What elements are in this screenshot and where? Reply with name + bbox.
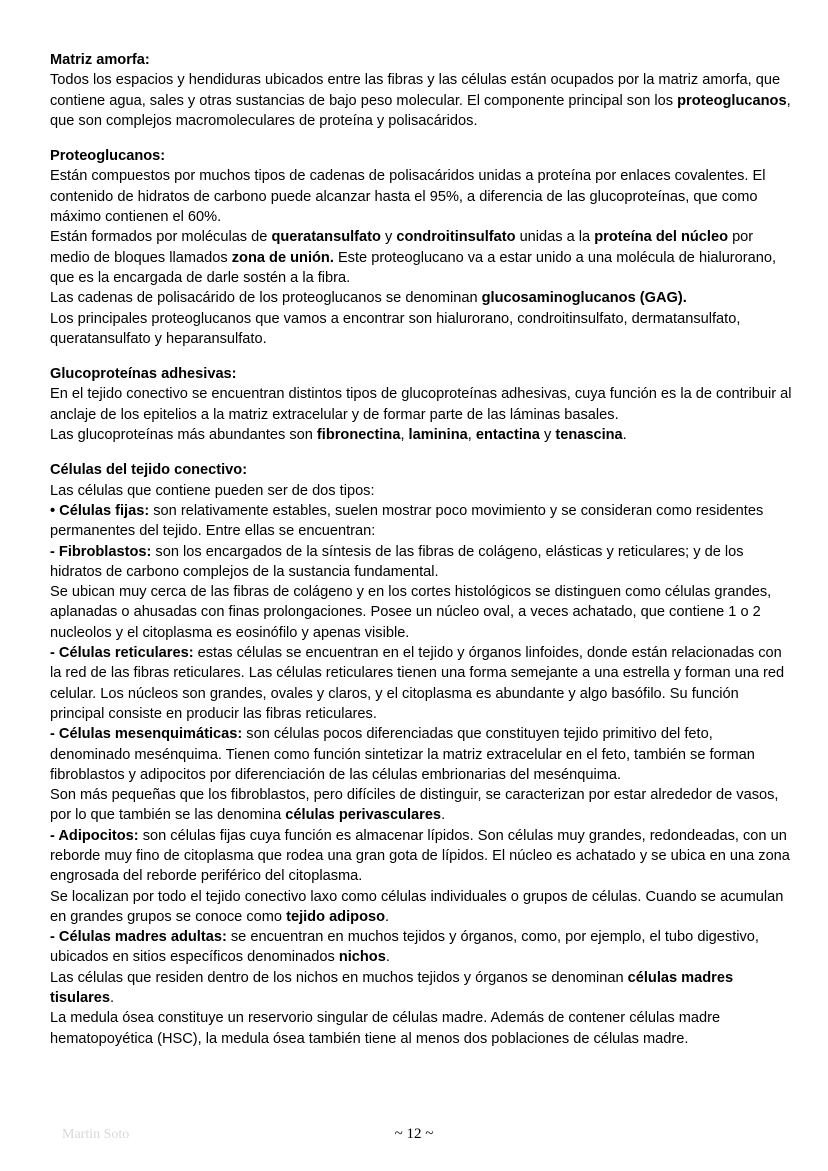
text-run: Las células que contiene pueden ser de dos tipos: (50, 482, 375, 499)
section (50, 50, 792, 131)
bold-term: nichos (338, 949, 386, 966)
paragraph (50, 481, 792, 501)
text-run: Las células que residen dentro de los nichos en muchos tejidos y órganos se denominan (50, 969, 628, 986)
bold-term: - Células madres adultas: (50, 929, 227, 946)
section-heading: Proteoglucanos: (50, 148, 166, 165)
bold-term: zona de unión. (231, 249, 334, 266)
text-run: Las glucoproteínas más abundantes son (50, 427, 317, 444)
paragraph (50, 826, 792, 887)
text-run: Este proteoglucano va a estar unido a una molécula de hialurorano, que es la encargada de darle sostén a la fibra. (50, 249, 777, 286)
bold-term: • Células fijas: (50, 502, 150, 519)
text-run: . (385, 949, 390, 966)
text-run: son los encargados de la síntesis de las fibras de colágeno, elásticas y reticulares; y de los hidratos de carbono complejos de la sustancia fundamental. (50, 543, 744, 580)
paragraph (50, 1008, 792, 1049)
text-run: . (385, 908, 390, 925)
text-run: unidas a la (515, 229, 595, 246)
text-run: Las cadenas de polisacárido de los proteoglucanos se denominan (50, 290, 482, 307)
paragraph (50, 927, 792, 968)
text-run: son células pocos diferenciadas que constituyen tejido primitivo del feto, denominado mesénquima. Tienen como función sintetizar la matriz extracelular en el feto, también se forman fibroblastos y adipocitos por diferenciación de las células embrionarias del mesénquima. (50, 726, 755, 783)
document-body (50, 50, 792, 1064)
text-run: En el tejido conectivo se encuentran distintos tipos de glucoproteínas adhesivas, cuya función es la de contribuir al anclaje de los epitelios a la matriz extracelular y de formar parte de las láminas basales. (50, 386, 792, 423)
bold-term: tenascina (555, 427, 623, 444)
text-run: . (110, 990, 115, 1007)
bold-term: queratansulfato (271, 229, 381, 246)
text-run: Todos los espacios y hendiduras ubicados entre las fibras y las células están ocupados por la matriz amorfa, que contiene agua, sales y otras sustancias de bajo peso molecular. El componente principal son los (50, 72, 781, 109)
bold-term: proteína del núcleo (594, 229, 729, 246)
section (50, 460, 792, 1049)
paragraph (50, 309, 792, 350)
paragraph (50, 288, 792, 308)
bold-term: células madres tisulares (50, 969, 734, 1007)
text-run: estas células se encuentran en el tejido y órganos linfoides, donde están relacionadas con la red de las fibras reticulares. Las células reticulares tienen una forma semejante a una estrella y forman una red celular. Los núcleos son grandes, ovales y claros, y el citoplasma es abundante y algo basófilo. Su función principal consiste en producir las fibras reticulares. (50, 645, 785, 722)
paragraph (50, 542, 792, 583)
bold-term: células perivasculares (285, 807, 442, 824)
section (50, 146, 792, 349)
text-run: , que son complejos macromoleculares de proteína y polisacáridos. (50, 92, 791, 129)
section-heading: Matriz amorfa: (50, 52, 150, 68)
text-run: , (467, 427, 476, 444)
text-run: Los principales proteoglucanos que vamos a encontrar son hialurorano, condroitinsulfato, dermatansulfato, queratansulfato y heparansulfato. (50, 310, 741, 347)
paragraph (50, 501, 792, 542)
text-run: se encuentran en muchos tejidos y órganos, como, por ejemplo, el tubo digestivo, ubicados en sitios específicos denominados (50, 929, 759, 966)
bold-term: fibronectina (316, 427, 401, 444)
bold-term: proteoglucanos (677, 92, 787, 109)
text-run: , (400, 427, 409, 444)
text-run: . (622, 427, 627, 444)
bold-term: condroitinsulfato (396, 229, 516, 246)
paragraph (50, 425, 792, 445)
text-run: son células fijas cuya función es almacenar lípidos. Son células muy grandes, redondeadas, con un reborde muy fino de citoplasma que rodea una gran gota de lípidos. El núcleo es achatado y se ubica en una zona engrosada del reborde periférico del citoplasma. (50, 827, 790, 885)
text-run: Se ubican muy cerca de las fibras de colágeno y en los cortes histológicos se distinguen como células grandes, aplanadas o ahusadas con finas prolongaciones. Posee un núcleo oval, a veces achatado, que contiene 1 o 2 nucleolos y el citoplasma es eosinófilo y apenas visible. (50, 584, 772, 641)
section (50, 364, 792, 445)
text-run: Se localizan por todo el tejido conectivo laxo como células individuales o grupos de células. Cuando se acumulan en grandes grupos se conoce como (50, 888, 784, 925)
text-run: La medula ósea constituye un reservorio singular de células madre. Además de contener células madre hematopoyética (HSC), la medula ósea también tiene al menos dos poblaciones de células madre. (50, 1010, 721, 1047)
footer-author: Martin Soto (62, 1127, 130, 1142)
bold-term: laminina (408, 427, 468, 444)
paragraph (50, 643, 792, 724)
text-run: y (380, 229, 397, 246)
paragraph (50, 227, 792, 288)
paragraph (50, 582, 792, 643)
bold-term: - Células mesenquimáticas: (50, 726, 243, 743)
bold-term: glucosaminoglucanos (GAG). (481, 290, 687, 307)
page-number: ~ 12 ~ (394, 1126, 434, 1142)
paragraph (50, 166, 792, 227)
bold-term: - Células reticulares: (50, 645, 194, 662)
text-run: son relativamente estables, suelen mostrar poco movimiento y se consideran como residentes permanentes del tejido. Entre ellas se encuentran: (50, 502, 764, 540)
bold-term: - Adipocitos: (50, 827, 139, 844)
text-run: . (441, 807, 446, 824)
text-run: Están formados por moléculas de (50, 229, 272, 246)
paragraph (50, 785, 792, 826)
bold-term: entactina (475, 427, 540, 444)
text-run: Están compuestos por muchos tipos de cadenas de polisacáridos unidas a proteína por enlaces covalentes. El contenido de hidratos de carbono puede alcanzar hasta el 95%, a diferencia de las glucoproteínas, que como máximo contienen el 60%. (50, 168, 766, 226)
bold-term: - Fibroblastos: (50, 543, 152, 560)
paragraph (50, 724, 792, 785)
paragraph (50, 887, 792, 928)
paragraph (50, 968, 792, 1009)
text-run: por medio de bloques llamados (50, 229, 754, 266)
section-heading: Glucoproteínas adhesivas: (50, 366, 237, 383)
paragraph (50, 384, 792, 425)
bold-term: tejido adiposo (286, 908, 386, 925)
section-heading: Células del tejido conectivo: (50, 462, 248, 479)
text-run: y (539, 427, 556, 444)
paragraph (50, 70, 792, 131)
text-run: Son más pequeñas que los fibroblastos, pero difíciles de distinguir, se caracterizan por estar alrededor de vasos, por lo que también se las denomina (50, 787, 779, 824)
